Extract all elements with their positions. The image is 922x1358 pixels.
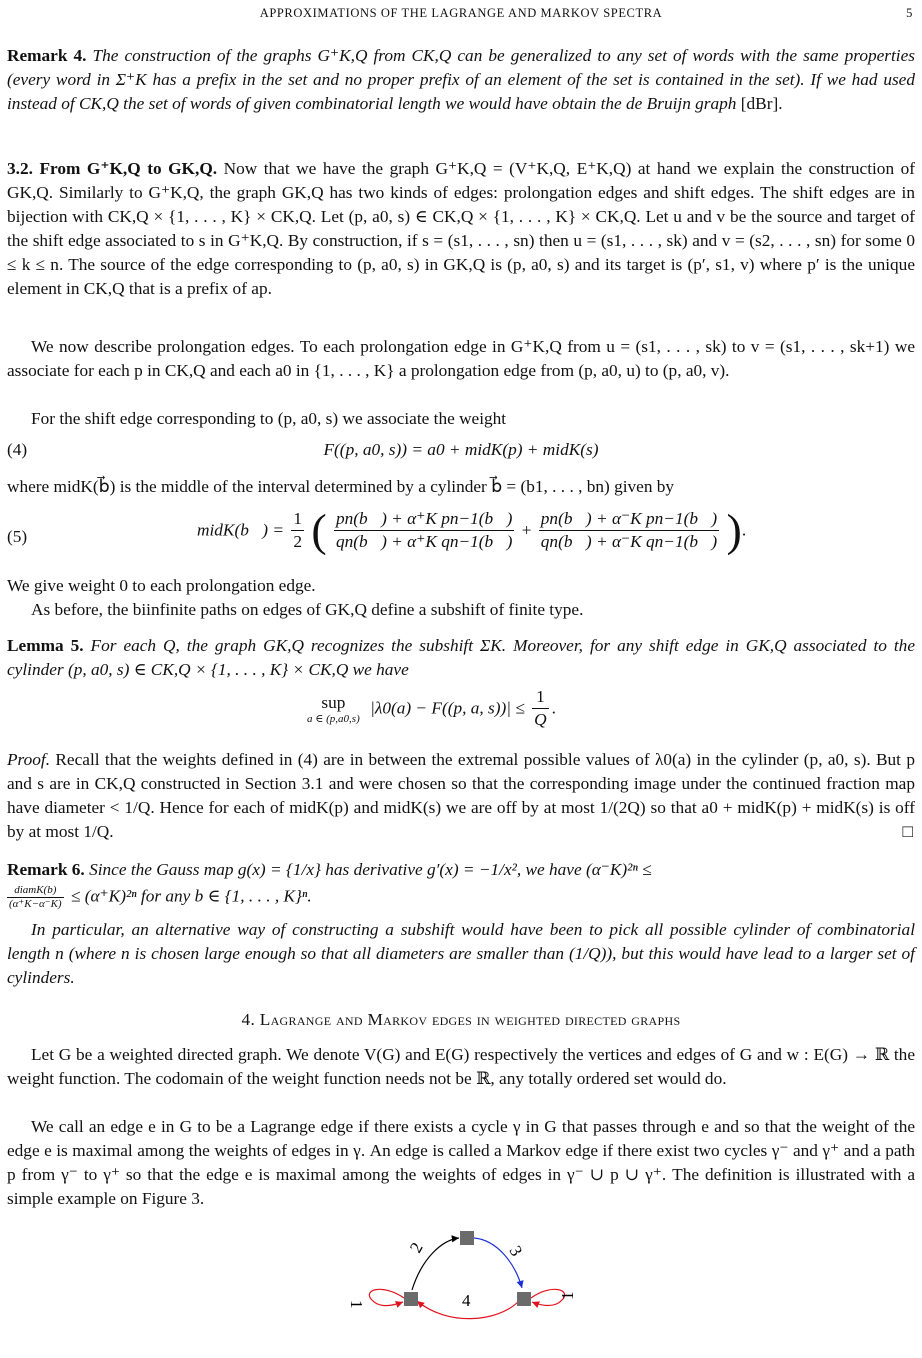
page-number: 5 (906, 6, 913, 20)
fraction-1-den: qn(b⃗) + α⁺K qn−1(b⃗) (335, 532, 513, 551)
remark-6-para2: In particular, an alternative way of constructing a subshift would have been to pick all possible cylinder of combinatorial length n (where n is chosen large enough so that all diameters are smaller than (1/Q)), but this would have lead to a larger set of cylinders. (7, 920, 915, 987)
equation-4 (7, 438, 915, 468)
remark-6-line2: ≤ (α⁺K)²ⁿ for any b ∈ {1, . . . , K}ⁿ. (70, 886, 312, 906)
lemma-5-text: For each Q, the graph GK,Q recognizes the subshift ΣK. Moreover, for any shift edge in GK,Q associated to the cylinder (p, a0, s) ∈ CK,Q × {1, . . . , K} × CK,Q we have (7, 636, 915, 679)
left-paren: ( (311, 504, 327, 556)
node-top (460, 1231, 474, 1245)
lemma-5-eq-den: Q (534, 710, 547, 729)
equation-5-fraction-2 (539, 508, 719, 553)
remark-6-fraction (7, 884, 64, 911)
sup-subscript: a ∈ (p,a0,s) (307, 712, 360, 725)
remark-6-frac-den: (α⁺K−α⁻K) (9, 898, 62, 910)
label-edge-3: 3 (505, 1242, 527, 1260)
proof-text: Recall that the weights defined in (4) are in between the extremal possible values of λ0(a) in the cylinder (p, a0, s). But p and s are in CK,Q constructed in Section 3.1 and were chosen so that the corresponding image under the continued fraction map have diameter < 1/Q. Hence for each of midK(p) and midK(s) we are off by at most 1/(2Q) so that a0 + midK(p) + midK(s) is off by at most 1/Q. (7, 750, 915, 841)
section-3-2-para2: We now describe prolongation edges. To each prolongation edge in G⁺K,Q from u = (s1, . . . , sk) to v = (s1, . . . , sk+1) we associate for each p in CK,Q and each a0 in {1, . . . , K} a prolongation edge from (p, a0, u) to (p, a0, v). (7, 337, 915, 380)
node-left (404, 1292, 418, 1306)
sup-operator (307, 693, 360, 725)
remark-6-line1: Since the Gauss map g(x) = {1/x} has derivative g′(x) = −1/x², we have (α⁻K)²ⁿ ≤ (89, 860, 652, 879)
remark-6-line2-row (7, 884, 915, 911)
lemma-5-label: Lemma 5. (7, 636, 84, 655)
lemma-5-equation (7, 686, 915, 738)
equation-5-half (291, 508, 304, 553)
sup-word: sup (321, 692, 346, 712)
remark-4-text: The construction of the graphs G⁺K,Q from CK,Q can be generalized to any set of words with the same properties (every word in Σ⁺K has a prefix in the set and no proper prefix of an element of the set is contained in the set). If we had used instead of CK,Q the set of words of given combinatorial length we would have obtain the de Bruijn graph (7, 46, 916, 113)
fraction-2-num: pn(b⃗) + α⁻K pn−1(b⃗) (539, 508, 719, 531)
fraction-1-num: pn(b⃗) + α⁺K pn−1(b⃗) (334, 508, 514, 531)
remark-6 (7, 858, 915, 882)
section-3-2-para1 (7, 157, 915, 301)
equation-5-half-den: 2 (293, 532, 302, 551)
figure-3-graph (337, 1228, 597, 1328)
section-3-2-heading: 3.2. From G⁺K,Q to GK,Q. (7, 159, 218, 178)
label-edge-2: 2 (406, 1239, 427, 1256)
edge-loop-left (369, 1289, 404, 1305)
equation-4-number: (4) (7, 440, 28, 459)
equation-5-half-num: 1 (291, 508, 304, 531)
remark-6-label: Remark 6. (7, 860, 85, 879)
label-edge-4: 4 (462, 1291, 471, 1310)
equation-4-body: F((p, a0, s)) = a0 + midK(p) + midK(s) (323, 440, 599, 459)
equation-5-plus: + (521, 520, 532, 540)
section-3-2-para6: As before, the biinfinite paths on edges of GK,Q define a subshift of finite type. (31, 600, 584, 619)
section-4-para2: We call an edge e in G to be a Lagrange edge if there exists a cycle γ in G that passes through e and so that the weight of the edge e is maximal among the weights of edges in γ. An edge is called a Markov edge if there exist two cycles γ⁻ and γ⁺ and a path p from γ⁻ to γ⁺ so that the edge e is maximal among the weights of edges in γ⁻ ∪ p ∪ γ⁺. The definition is illustrated with a simple example on Figure 3. (7, 1117, 915, 1208)
lemma-5-eq-end: . (551, 698, 556, 718)
equation-5-number: (5) (7, 527, 28, 546)
equation-5-lhs: midK(b⃗) = (197, 520, 285, 540)
remark-4 (7, 44, 915, 116)
lemma-5-eq-text: |λ0(a) − F((p, a, s))| ≤ (370, 698, 525, 718)
equation-5-fraction-1 (334, 508, 514, 553)
section-3-2-para4: where midK(b⃗) is the middle of the interval determined by a cylinder b⃗ = (b1, . . . , bn) given by (7, 477, 675, 496)
proof-label: Proof. (7, 750, 51, 769)
running-title: APPROXIMATIONS OF THE LAGRANGE AND MARKOV SPECTRA (259, 6, 663, 20)
section-3-2-text: Now that we have the graph G⁺K,Q = (V⁺K,Q, E⁺K,Q) at hand we explain the construction of GK,Q. Similarly to G⁺K,Q, the graph GK,Q has two kinds of edges: prolongation edges and shift edges. The shift edges are in bijection with CK,Q × {1, . . . , K} × CK,Q. Let (p, a0, s) ∈ CK,Q × {1, . . . , K} × CK,Q. Let u and v be the source and target of the shift edge associated to s in G⁺K,Q. By construction, if s = (s1, . . . , sn) then u = (s1, . . . , sk) and v = (s2, . . . , sn) for some 0 ≤ k ≤ n. The source of the edge corresponding to (p, a0, s) in GK,Q is (p, a0, s) and its target is (p′, s1, v) where p′ is the unique element in CK,Q that is a prefix of ap. (7, 159, 915, 298)
lemma-5 (7, 634, 915, 682)
node-right (517, 1292, 531, 1306)
lemma-5-eq-fraction (532, 686, 548, 731)
equation-5-body: midK(b⃗) = $\frac{1}{2}$ ( $\frac{\text{pn(b⃗) + α⁺K pn−1(b⃗)}}{\text{qn(b⃗) + α⁺K qn−1(b⃗)}}$ + $\frac{\text{pn(b⃗) + α⁻K pn−1(b⃗)}}{\text{qn(b⃗) + α⁻K qn−1(b⃗)}}$ ). (197, 504, 747, 556)
remark-4-cite: [dBr]. (740, 94, 783, 113)
fraction-2-den: qn(b⃗) + α⁻K qn−1(b⃗) (540, 532, 718, 551)
proof (7, 748, 915, 844)
section-3-2-para5: We give weight 0 to each prolongation edge. (7, 576, 316, 595)
label-loop-left: 1 (347, 1300, 366, 1309)
equation-5 (7, 504, 915, 568)
lemma-5-eq-num: 1 (532, 686, 548, 709)
remark-4-label: Remark 4. (7, 46, 87, 65)
qed-symbol: □ (902, 822, 913, 841)
lemma-5-equation-body (307, 686, 556, 731)
edge-3 (474, 1238, 522, 1288)
remark-6-frac-num: diamK(b) (7, 884, 64, 898)
section-4-heading: 4. Lagrange and Markov edges in weighted directed graphs (241, 1010, 681, 1029)
label-loop-right: 1 (558, 1291, 577, 1300)
right-paren: ) (726, 504, 742, 556)
running-header (7, 4, 915, 22)
section-3-2-para3: For the shift edge corresponding to (p, a0, s) we associate the weight (31, 409, 507, 428)
section-4-para1: Let G be a weighted directed graph. We denote V(G) and E(G) respectively the vertices and edges of G and w : E(G) → ℝ the weight function. The codomain of the weight function needs not be ℝ, any totally ordered set would do. (7, 1045, 915, 1088)
